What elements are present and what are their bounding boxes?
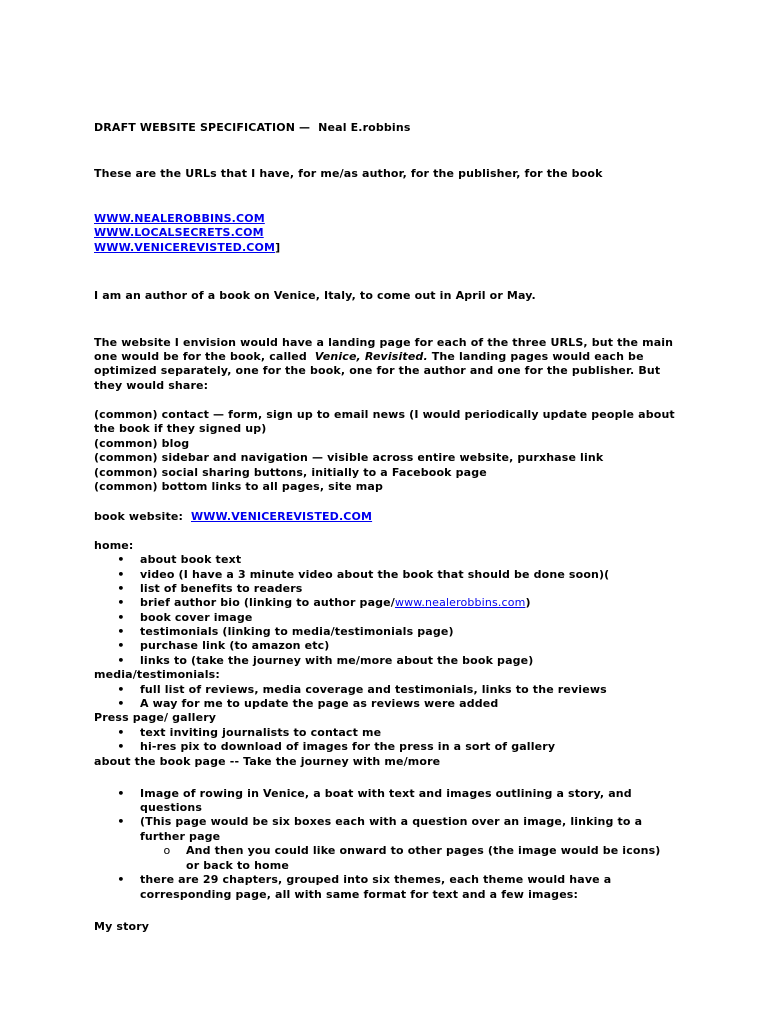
list-item-text: A way for me to update the page as reviews were added bbox=[140, 697, 499, 710]
bio-close: ) bbox=[525, 596, 531, 609]
list-item-text: there are 29 chapters, grouped into six themes, each theme would have a bbox=[140, 873, 612, 886]
bullet-icon: • bbox=[117, 815, 125, 828]
url-trailing-bracket: ] bbox=[275, 241, 281, 254]
bullet-icon: • bbox=[117, 654, 125, 667]
list-item-text: text inviting journalists to contact me bbox=[140, 726, 382, 739]
vision-line-4: they would share: bbox=[94, 379, 209, 392]
common-contact-1: (common) contact — form, sign up to email news (I would periodically update people about bbox=[94, 408, 675, 421]
sub-list-item-text: or back to home bbox=[186, 859, 289, 872]
list-item-text: questions bbox=[140, 801, 203, 814]
url-link-localsecrets[interactable]: WWW.LOCALSECRETS.COM bbox=[94, 226, 264, 239]
sub-list-item-text: And then you could like onward to other pages (the image would be icons) bbox=[186, 844, 661, 857]
list-item-text: links to (take the journey with me/more about the book page) bbox=[140, 654, 534, 667]
bullet-icon: • bbox=[117, 726, 125, 739]
about-page-heading: about the book page -- Take the journey with me/more bbox=[94, 755, 441, 768]
bullet-icon: • bbox=[117, 787, 125, 800]
book-website-line bbox=[94, 510, 372, 524]
bullet-icon: • bbox=[117, 582, 125, 595]
bullet-icon: • bbox=[117, 553, 125, 566]
list-item-text: list of benefits to readers bbox=[140, 582, 303, 595]
list-item-text: (This page would be six boxes each with a question over an image, linking to a bbox=[140, 815, 643, 828]
common-social: (common) social sharing buttons, initially to a Facebook page bbox=[94, 466, 487, 479]
title-main: DRAFT WEBSITE SPECIFICATION — bbox=[94, 121, 311, 134]
list-item-text: corresponding page, all with same format for text and a few images: bbox=[140, 888, 579, 901]
bullet-icon: • bbox=[117, 596, 125, 609]
common-blog: (common) blog bbox=[94, 437, 190, 450]
media-heading: media/testimonials: bbox=[94, 668, 220, 681]
bullet-icon: • bbox=[117, 639, 125, 652]
vision-line-2-end: The landing pages would each be bbox=[431, 350, 644, 363]
vision-line-3: optimized separately, one for the book, one for the author and one for the publisher. But bbox=[94, 364, 661, 377]
list-item-text: Image of rowing in Venice, a boat with text and images outlining a story, and bbox=[140, 787, 632, 800]
author-page-link[interactable]: www.nealerobbins.com bbox=[394, 596, 526, 609]
vision-line-2 bbox=[94, 350, 644, 364]
bullet-icon: • bbox=[117, 697, 125, 710]
bullet-icon: • bbox=[117, 873, 125, 886]
common-contact-2: the book if they signed up) bbox=[94, 422, 267, 435]
list-item-text: full list of reviews, media coverage and testimonials, links to the reviews bbox=[140, 683, 607, 696]
vision-line-1: The website I envision would have a landing page for each of the three URLS, but the main bbox=[94, 336, 674, 349]
common-sidebar: (common) sidebar and navigation — visible across entire website, purxhase link bbox=[94, 451, 604, 464]
document-title bbox=[94, 121, 411, 135]
list-item-text: book cover image bbox=[140, 611, 253, 624]
vision-line-2-start: one would be for the book, called bbox=[94, 350, 307, 363]
author-paragraph: I am an author of a book on Venice, Italy, to come out in April or May. bbox=[94, 289, 536, 302]
intro-paragraph: These are the URLs that I have, for me/as author, for the publisher, for the book bbox=[94, 167, 603, 180]
circle-bullet-icon: o bbox=[163, 844, 171, 857]
home-heading: home: bbox=[94, 539, 134, 552]
url-link-venicerevisited[interactable]: WWW.VENICEREVISTED.COM bbox=[94, 241, 276, 254]
common-bottom: (common) bottom links to all pages, site map bbox=[94, 480, 383, 493]
list-item-text: hi-res pix to download of images for the press in a sort of gallery bbox=[140, 740, 556, 753]
my-story-heading: My story bbox=[94, 920, 150, 933]
bullet-icon: • bbox=[117, 740, 125, 753]
bullet-icon: • bbox=[117, 568, 125, 581]
list-item-text: about book text bbox=[140, 553, 242, 566]
list-item-text: video (I have a 3 minute video about the book that should be done soon)( bbox=[140, 568, 610, 581]
title-author: Neal E.robbins bbox=[318, 121, 411, 134]
url-line-venicerevisited bbox=[94, 241, 280, 255]
book-website-label: book website: bbox=[94, 510, 184, 523]
list-item-text bbox=[140, 596, 531, 610]
book-website-link[interactable]: WWW.VENICEREVISTED.COM bbox=[190, 510, 373, 523]
book-title-italic: Venice, Revisited. bbox=[314, 350, 428, 363]
bio-text: brief author bio (linking to author page/ bbox=[140, 596, 395, 609]
list-item-text: testimonials (linking to media/testimonials page) bbox=[140, 625, 454, 638]
list-item-text: further page bbox=[140, 830, 221, 843]
list-item-text: purchase link (to amazon etc) bbox=[140, 639, 330, 652]
bullet-icon: • bbox=[117, 683, 125, 696]
bullet-icon: • bbox=[117, 625, 125, 638]
url-link-nealerobbins[interactable]: WWW.NEALEROBBINS.COM bbox=[94, 212, 265, 225]
press-heading: Press page/ gallery bbox=[94, 711, 217, 724]
bullet-icon: • bbox=[117, 611, 125, 624]
